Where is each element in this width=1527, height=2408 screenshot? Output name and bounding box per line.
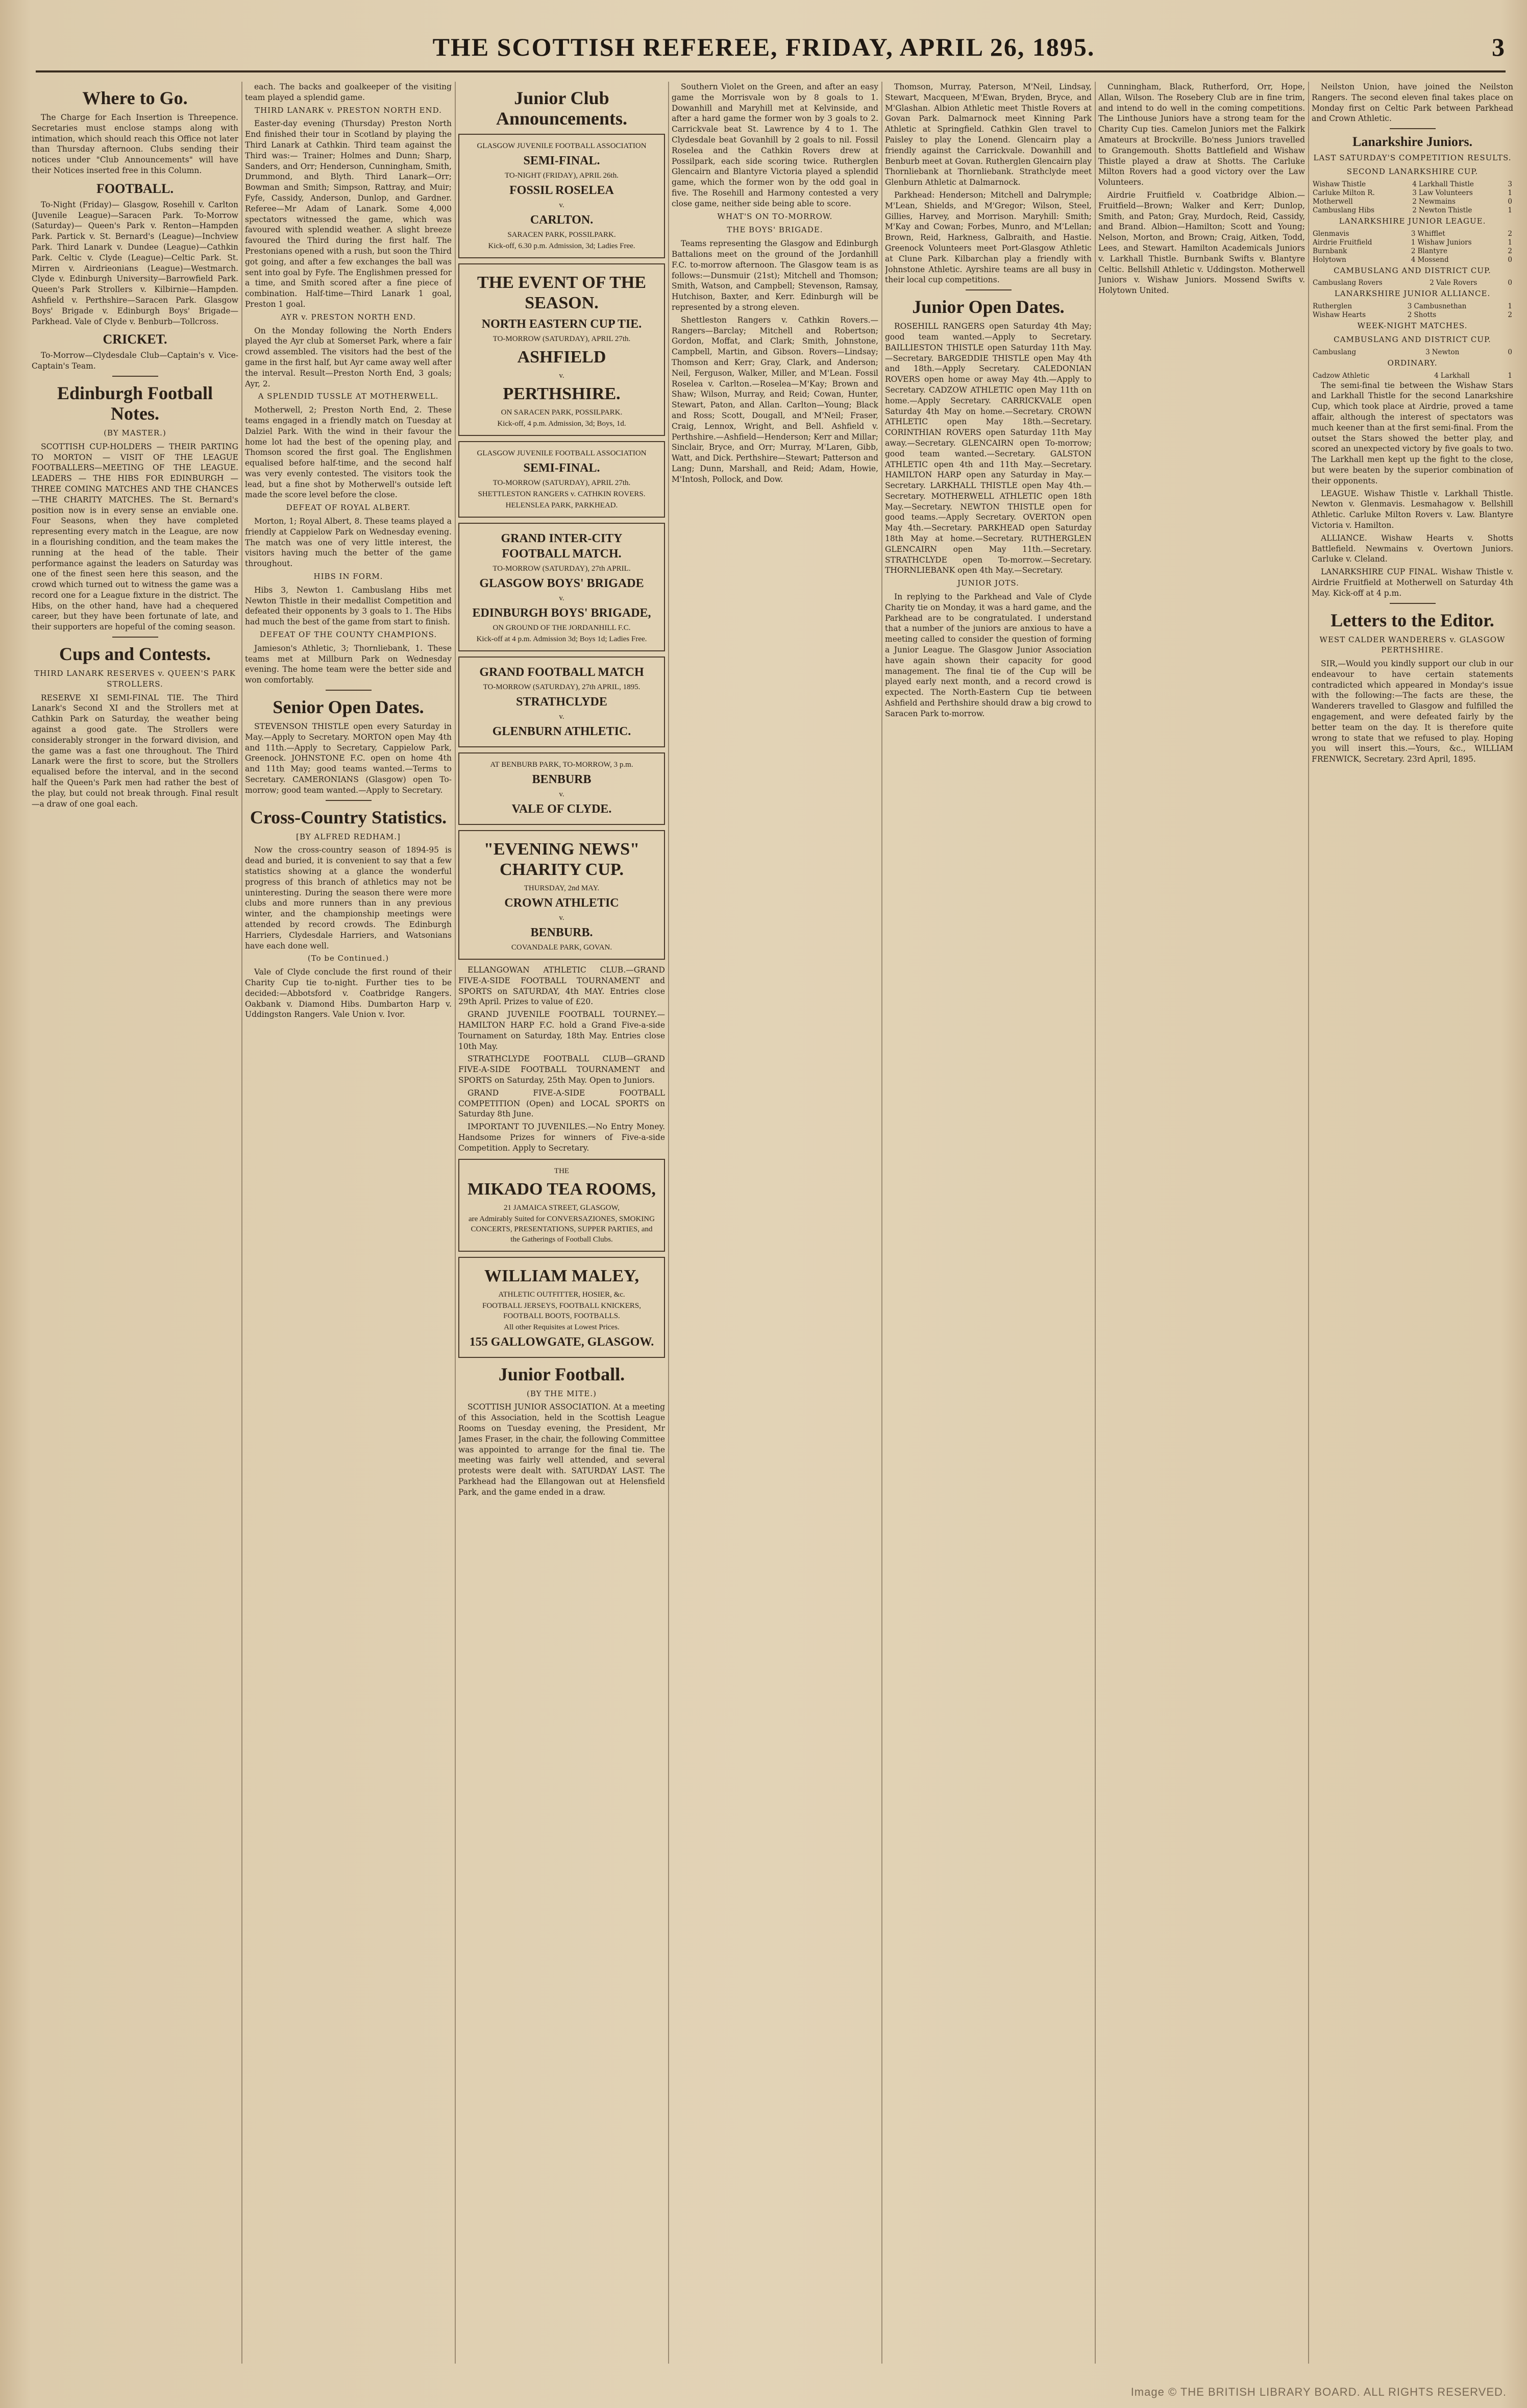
ad-line: TO-NIGHT (FRIDAY), APRIL 26th.	[505, 172, 619, 180]
fixtures-list: To-Night (Friday)— Glasgow, Rosehill v. Carlton (Juvenile League)—Saracen Park. To-Morrow (Saturday)— Queen's Park v. Renton—Hampden Park. Partick v. St. Bernard's (League)—Inchview Park. Third Lanark v. Dundee (League)—Cathkin Park. Celtic v. Clyde (League)—Celtic Park. St. Mirren v. Airdrieonians (League)—Westmarch. Clyde v. Edinburgh University—Barrowfield Park. Queen's Park Strollers v. Kilbirnie—Hampden. Ashfield v. Perthshire—Saracen Park. Glasgow Boys' Brigade v. Edinburgh Boys' Brigade—Parkhead. Vale of Clyde v. Benburb—Tollcross.	[32, 200, 238, 326]
article-text: Parkhead: Henderson; Mitchell and Dalrymple; M'Lean, Shields, and M'Gregor; Wilson, Steel, Gillies, Harvey, and Morrison. Maryhill: Smith; M'Kay and Cowan; Forbes, Munro, and M'Lellan; Brown, Reid, Harkness, Galbraith, and Hastie. Greenock Volunteers meet Port-Glasgow Athletic at Clune Park. Kilbarchan play a friendly with Johnstone Athletic. Ayrshire teams are all busy in their local cup competitions.	[885, 190, 1092, 285]
score-cell: 2	[1508, 247, 1512, 255]
results-table	[1312, 372, 1513, 380]
advertisement-semi-final	[458, 134, 665, 258]
ad-line: NORTH EASTERN CUP TIE.	[481, 318, 642, 331]
subheading: LAST SATURDAY'S COMPETITION RESULTS.	[1313, 153, 1512, 163]
ad-line: HELENSLEA PARK, PARKHEAD.	[505, 501, 618, 509]
article-text: Jamieson's Athletic, 3; Thornliebank, 1. These teams met at Millburn Park on Wednesday evening. The home team were the better side and won comfortably.	[245, 643, 452, 685]
team-name-cell: Mossend	[1417, 255, 1449, 264]
article-text: Hibs 3, Newton 1. Cambuslang Hibs met Newton Thistle in their medallist Competition and defeated their opponents by 3 goals to 1. The Hibs had much the best of the game from start to finish.	[245, 585, 452, 627]
article-text: STEVENSON THISTLE open every Saturday in May.—Apply to Secretary. MORTON open May 4th and 11th.—Apply to Secretary, Cappielow Park, Greenock. JOHNSTONE F.C. open on home 4th and 11th May; good teams wanted.—Terms to Secretary. CAMERONIANS (Glasgow) open To-morrow; good team wanted.—Apply to Secretary.	[245, 722, 452, 795]
ad-line: FOOTBALL JERSEYS, FOOTBALL KNICKERS, FOOTBALL BOOTS, FOOTBALLS.	[482, 1301, 641, 1320]
team-name-cell: Carluke Milton R.	[1313, 188, 1375, 197]
article-text: each. The backs and goalkeeper of the visiting team played a splendid game.	[245, 82, 452, 102]
score-cell: 2	[1508, 229, 1512, 238]
article-text: Thomson, Murray, Paterson, M'Neil, Lindsay, Stewart, Macqueen, M'Ewan, Bryden, Bryce, and M'Glashan. Albion Athletic meet Thistle Rovers at Govan Park. Dalmarnock meet Kinning Park Athletic at Springfield. Cathkin Glen travel to Paisley to play the Lonend. Glencairn play a friendly against the Carrickvale. Dowanhill and Benburb meet at Govan. Rutherglen Glencairn play Thornliebank at Thornliebank. Strathclyde meet Glenburn Athletic at Dalmarnock.	[885, 82, 1092, 187]
article-text: Shettleston Rangers v. Cathkin Rovers.—Rangers—Barclay; Mitchell and Robertson; Gordon, Moffat, and Clark; Smith, Johnstone, Campbell, Martin, and Gibson. Rovers—Lindsay; Thomson and Kerr; Gray, Clark, and Anderson; Neil, Ferguson, Walker, Miller, and M'Lean. Fossil Roselea v. Carlton.—Roselea—M'Kay; Brown and Shaw; Wilson, Murray, and Reid; Cowan, Hunter, Stewart, Paton, and Allan. Carlton—Young; Black and Ross; Scott, Dougall, and M'Neil; Fraser, Craig, Lennox, Wright, and Bell. Ashfield v. Perthshire.—Ashfield—Henderson; Kerr and Millar; Sinclair, Bryce, and Orr; Murray, M'Laren, Gibb, Watt, and Dick. Perthshire—Stewart; Patterson and Lang; Dunn, Marshall, and Reid; Adam, Howie, M'Intosh, Pollock, and Dow.	[672, 315, 878, 484]
classified-notice: IMPORTANT TO JUVENILES.—No Entry Money. Handsome Prizes for winners of Five-a-side Competition. Apply to Secretary.	[458, 1122, 665, 1153]
article-text: SCOTTISH JUNIOR ASSOCIATION. At a meeting of this Association, held in the Scottish League Rooms on Tuesday evening, the President, Mr James Fraser, in the chair, the following Committee was appointed to arrange for the final tie. The meeting was fairly well attended, and several protests were dealt with. SATURDAY LAST. The Parkhead had the Ellangowan out at Helensfield Park, and the game ended in a draw.	[458, 1402, 665, 1497]
ad-line: v.	[559, 594, 564, 602]
section-heading-letters-to-editor: Letters to the Editor.	[1331, 610, 1494, 630]
score-cell: 4	[1412, 180, 1417, 188]
divider	[326, 690, 372, 691]
article-text: Teams representing the Glasgow and Edinburgh Battalions meet on the ground of the Jordanhill F.C. to-morrow afternoon. The Glasgow team is as follows:—Dunsmuir (21st); Mitchell and Thomson; Smith, Watson, and Campbell; Stevenson, Ramsay, Hutchison, Baxter, and Kerr. Edinburgh will be represented by a strong eleven.	[672, 239, 878, 312]
divider	[1390, 603, 1436, 604]
ad-line: WILLIAM MALEY,	[484, 1266, 639, 1285]
ad-line: BENBURB.	[530, 926, 593, 939]
team-name-cell: Larkhall Thistle	[1418, 180, 1474, 188]
ad-line: ASHFIELD	[517, 348, 606, 367]
column-7	[1312, 82, 1513, 2364]
divider	[966, 289, 1012, 290]
team-name-cell: Newton Thistle	[1418, 206, 1472, 214]
subheading: THIRD LANARK RESERVES v. QUEEN'S PARK STROLLERS.	[34, 669, 236, 689]
article-text: Neilston Union, have joined the Neilston Rangers. The second eleven final takes place on Monday first on Celtic Park between Parkhead and Crown Athletic.	[1312, 82, 1513, 124]
subheading: WEST CALDER WANDERERS v. GLASGOW PERTHSHIRE.	[1319, 635, 1506, 655]
ad-line: COVANDALE PARK, GOVAN.	[511, 943, 612, 952]
continued-note: (To be Continued.)	[307, 954, 389, 963]
team-name-cell: Glenmavis	[1313, 229, 1349, 238]
ad-line: GLENBURN ATHLETIC.	[492, 725, 631, 738]
team-name-cell: Newton	[1432, 348, 1460, 356]
table-row	[1312, 311, 1513, 320]
classified-notice: GRAND JUVENILE FOOTBALL TOURNEY.—HAMILTON HARP F.C. hold a Grand Five-a-side Tournament on Saturday, 18th May. Entries close 10th May.	[458, 1010, 665, 1051]
classified-notice: STRATHCLYDE FOOTBALL CLUB—GRAND FIVE-A-SIDE FOOTBALL TOURNAMENT and SPORTS on Saturday, 25th May. Open to Juniors.	[458, 1054, 665, 1085]
subheading: WEEK-NIGHT MATCHES.	[1357, 321, 1468, 331]
byline: (BY THE MITE.)	[527, 1389, 597, 1398]
ad-line: 21 JAMAICA STREET, GLASGOW,	[503, 1203, 620, 1212]
team-name-cell: Law Volunteers	[1418, 188, 1473, 197]
score-cell: 4	[1411, 255, 1416, 264]
classified-notice: ELLANGOWAN ATHLETIC CLUB.—GRAND FIVE-A-SIDE FOOTBALL TOURNAMENT and SPORTS on SATURDAY, 4th MAY. Entries close 29th April. Prizes to value of £20.	[458, 965, 665, 1007]
results-table	[1312, 302, 1513, 320]
ad-line: ON SARACEN PARK, POSSILPARK.	[501, 408, 623, 417]
advertisement-strathclyde	[458, 656, 665, 747]
table-row	[1312, 238, 1513, 247]
section-heading-where-to-go: Where to Go.	[82, 88, 188, 108]
ad-line: SHETTLESTON RANGERS v. CATHKIN ROVERS.	[478, 490, 646, 498]
section-heading-cricket: CRICKET.	[103, 332, 167, 347]
score-cell: 1	[1508, 188, 1512, 197]
team-name-cell: Larkhall	[1440, 371, 1470, 380]
ad-line: v.	[559, 790, 564, 798]
subheading: SECOND LANARKSHIRE CUP.	[1346, 166, 1479, 176]
article-text: Cunningham, Black, Rutherford, Orr, Hope, Allan, Wilson. The Rosebery Club are in fine trim, and intend to do well in the coming competitions. The Linthouse Juniors have a strong team for the Charity Cup ties. Camelon Juniors met the Falkirk Amateurs at Brockville. Bo'ness Juniors travelled to Grangemouth. Shotts Battlefield and Wishaw Thistle played a draw at Shotts. The Carluke Milton Rovers had a good victory over the Law Volunteers.	[1098, 82, 1305, 187]
subheading: DEFEAT OF ROYAL ALBERT.	[286, 503, 411, 513]
ad-line: EDINBURGH BOYS' BRIGADE,	[472, 606, 651, 620]
column-3	[458, 82, 665, 2364]
results-table	[1312, 180, 1513, 215]
column-divider	[241, 82, 242, 2364]
score-cell: 2	[1407, 311, 1412, 320]
score-cell: 3	[1412, 188, 1417, 197]
ad-line: PERTHSHIRE.	[503, 384, 621, 403]
score-cell: 1	[1508, 238, 1512, 247]
article-text: Airdrie Fruitfield v. Coatbridge Albion.—Fruitfield—Brown; Walker and Kerr; Dunlop, Smith, and Paton; Gray, Murdoch, Reid, Cassidy, and Brand. Albion—Hamilton; Scott and Young; Nelson, Morton, and Brown; Craig, Aitken, Todd, Lees, and Stewart. Hamilton Academicals Juniors v. Larkhall Thistle. Burnbank Swifts v. Blantyre Celtic. Bellshill Athletic v. Uddingston. Motherwell Juniors v. Wishaw Juniors. Mossend Swifts v. Holytown United.	[1098, 190, 1305, 296]
results-table	[1312, 348, 1513, 357]
section-heading-lanarkshire-juniors: Lanarkshire Juniors.	[1352, 134, 1472, 150]
team-name-cell: Wishaw Hearts	[1313, 311, 1366, 320]
section-heading-football: FOOTBALL.	[96, 181, 174, 196]
table-row	[1312, 348, 1513, 357]
team-name-cell: Cadzow Athletic	[1313, 371, 1370, 380]
page-number: 3	[1492, 33, 1506, 61]
subheading: A SPLENDID TUSSLE AT MOTHERWELL.	[258, 392, 439, 401]
divider	[112, 637, 158, 638]
ad-line: v.	[559, 914, 564, 922]
advertisement-benburb	[458, 752, 665, 825]
column-5	[885, 82, 1092, 2364]
ad-line: Kick-off at 4 p.m. Admission 3d; Boys 1d; Ladies Free.	[476, 635, 647, 643]
ad-line: GLASGOW BOYS' BRIGADE	[479, 577, 644, 590]
masthead-rule	[36, 70, 1506, 72]
ad-line: TO-MORROW (SATURDAY), 27th APRIL, 1895.	[483, 683, 641, 691]
score-cell: 3	[1425, 348, 1430, 356]
ad-line: Kick-off, 6.30 p.m. Admission, 3d; Ladies Free.	[488, 242, 635, 250]
subheading: LANARKSHIRE JUNIOR ALLIANCE.	[1334, 289, 1491, 299]
score-cell: 2	[1508, 311, 1512, 320]
team-name-cell: Vale Rovers	[1436, 279, 1477, 287]
team-name-cell: Cambuslang Rovers	[1313, 279, 1383, 287]
table-row	[1312, 189, 1513, 198]
article-text: SCOTTISH CUP-HOLDERS — THEIR PARTING TO MORTON — VISIT OF THE LEAGUE FOOTBALLERS—MEETING OF THE LEAGUE. LEADERS — THE HIBS FOR EDINBURGH — THREE COMING MATCHES AND THE CHANCES—THE CHARITY MATCHES. The St. Bernard's position now is in every sense an enviable one. Four Seasons, when they have completed representing every match in the League, are now in a flourishing condition, and the team makes the running at the head of the table. Their performance against the leaders on Saturday was one of the finest seen here this season, and the crowd which turned out to witness the game was a record one for a League fixture in the district. The Hibs, on the other hand, have had a chequered career, but they have been fortunate of late, and their supporters are hopeful of the coming season.	[32, 442, 238, 632]
masthead-title: THE SCOTTISH REFEREE, FRIDAY, APRIL 26, 1895.	[432, 33, 1095, 61]
score-cell: 2	[1411, 247, 1416, 255]
article-text: On the Monday following the North Enders played the Ayr club at Somerset Park, where a fair crowd assembled. The visitors had the best of the game in the first half, but Ayr came away well after the interval. Result—Preston North End, 3 goals; Ayr, 2.	[245, 326, 452, 388]
ad-line: GRAND FOOTBALL MATCH	[479, 666, 644, 679]
results-table	[1312, 230, 1513, 264]
ad-line: CARLTON.	[530, 213, 594, 227]
score-cell: 2	[1430, 279, 1434, 287]
team-name-cell: Cambuslang	[1313, 348, 1357, 356]
divider	[326, 800, 372, 801]
column-divider	[881, 82, 882, 2364]
advertisement-william-maley	[458, 1257, 665, 1358]
table-row	[1312, 180, 1513, 189]
masthead	[36, 27, 1506, 67]
ad-line: are Admirably Suited for CONVERSAZIONES, SMOKING CONCERTS, PRESENTATIONS, SUPPER PARTIES, and the Gatherings of Football Clubs.	[469, 1214, 655, 1244]
article-text: Easter-day evening (Thursday) Preston North End finished their tour in Scotland by playing the Third Lanark at Cathkin. Third team against the Third was:— Trainer; Holmes and Dunn; Sharp, Sanders, and Orr; Henderson, Cunningham, Smith, Drummond, and Blyth. Third Lanark—Orr; Bowman and Smith; Simpson, Rattray, and Muir; Fyfe, Cassidy, Anderson, Dunlop, and Gardner. Referee—Mr Adam of Lanark. Some 4,000 spectators witnessed the game, which was favoured with splendid weather. A slight breeze favoured the Third during the first half. The Prestonians opened with a rush, but soon the Third got going, and after a few exchanges the ball was sent into goal by Fyfe. The Englishmen pressed for a time, and Smith scored after a fine piece of combination. Half-time—Third Lanark 1 goal, Preston 1 goal.	[245, 119, 452, 309]
ad-line: AT BENBURB PARK, TO-MORROW, 3 p.m.	[490, 761, 633, 769]
ad-line: STRATHCLYDE	[516, 695, 607, 709]
table-row	[1312, 256, 1513, 264]
article-text: Southern Violet on the Green, and after an easy game the Morrisvale won by 8 goals to 1. Dowanhill and Maryhill met at Kelvinside, and after a hard game the former won by 3 goals to 2. Carrickvale beat St. Lawrence by 4 to 1. The Clydesdale beat Govanhill by 2 goals to nil. Fossil Roselea and the Cathkin Rovers drew at Possilpark, each side scoring twice. Rutherglen Glencairn and Blantyre Victoria played a splendid game, which the former won by the odd goal in five. The Rosehill and Harmony contested a very close game, neither side being able to score.	[672, 82, 878, 208]
ad-line: TO-MORROW (SATURDAY), 27th APRIL.	[492, 565, 631, 573]
score-cell: 3	[1508, 180, 1512, 188]
advertisement-mikado-tea-rooms	[458, 1159, 665, 1252]
score-cell: 3	[1407, 302, 1412, 311]
advertisement-semi-final-2	[458, 441, 665, 518]
score-cell: 3	[1411, 229, 1416, 238]
section-heading-junior-club-announcements: Junior Club Announcements.	[496, 88, 628, 129]
ad-line: Kick-off, 4 p.m. Admission, 3d; Boys, 1d.	[497, 420, 626, 428]
classified-notice: GRAND FIVE-A-SIDE FOOTBALL COMPETITION (Open) and LOCAL SPORTS on Saturday 8th June.	[458, 1088, 665, 1119]
copyright-footer: Image © THE BRITISH LIBRARY BOARD. ALL RIGHTS RESERVED.	[1130, 2386, 1507, 2398]
ad-line: TO-MORROW (SATURDAY), APRIL 27th.	[492, 335, 631, 343]
subheading: ORDINARY.	[1387, 358, 1438, 368]
article-text: The semi-final tie between the Wishaw Stars and Larkhall Thistle for the second Lanarkshire Cup, which took place at Airdrie, proved a tame affair, although the interest of spectators was much keener than at the first semi-final. From the outset the Stars showed the better play, and scored an unexpected victory by five goals to two. The Larkhall men kept up the fight to the close, but were beaten by the superior combination of their opponents.	[1312, 380, 1513, 485]
table-row	[1312, 247, 1513, 256]
ad-line: ON GROUND OF THE JORDANHILL F.C.	[492, 624, 631, 632]
ad-line: THE	[554, 1166, 570, 1175]
letter-text: SIR,—Would you kindly support our club in our endeavour to have certain statements contradicted which appeared in Monday's issue with the following:—The facts are these, the Wanderers travelled to Glasgow and fulfilled the engagement, and were defeated fairly by the better team on the day. It is therefore quite wrong to state that we refused to play. Hoping you will insert this.—Yours, &c., WILLIAM FRENWICK, Secretary. 23rd April, 1895.	[1312, 659, 1513, 764]
ad-line: "EVENING NEWS" CHARITY CUP.	[483, 840, 640, 879]
team-name-cell: Airdrie Fruitfield	[1313, 238, 1372, 247]
section-heading-junior-open-dates: Junior Open Dates.	[912, 297, 1065, 318]
score-cell: 4	[1434, 371, 1439, 380]
table-row	[1312, 198, 1513, 206]
ad-line: VALE OF CLYDE.	[511, 802, 612, 816]
score-cell: 0	[1508, 348, 1512, 356]
article-text: Now the cross-country season of 1894-95 is dead and buried, it is convenient to say that a few statistics showing at a glance the wonderful progress of this branch of athletics may not be uninteresting. During the season there were more clubs and more runners than in any previous winter, and the championship meetings were attended by record crowds. The Edinburgh Harriers, Clydesdale Harriers, and Watsonians have each done well.	[245, 845, 452, 951]
column-divider	[1308, 82, 1309, 2364]
divider	[112, 376, 158, 377]
ad-line: GLASGOW JUVENILE FOOTBALL ASSOCIATION	[477, 449, 647, 457]
team-name-cell: Cambusnethan	[1414, 302, 1467, 311]
subheading: HIBS IN FORM.	[313, 572, 383, 581]
subheading: DEFEAT OF THE COUNTY CHAMPIONS.	[259, 630, 437, 640]
ad-line: SARACEN PARK, POSSILPARK.	[507, 231, 616, 239]
team-name-cell: Newmains	[1418, 197, 1456, 206]
article-text: LEAGUE. Wishaw Thistle v. Larkhall Thistle. Newton v. Glenmavis. Lesmahagow v. Bellshill Athletic. Carluke Milton Rovers v. Law. Blantyre Victoria v. Hamilton.	[1312, 489, 1513, 530]
score-cell: 1	[1411, 238, 1416, 247]
score-cell: 0	[1508, 255, 1512, 264]
subheading: WHAT'S ON TO-MORROW.	[717, 211, 833, 221]
column-divider	[1095, 82, 1096, 2364]
ad-line: MIKADO TEA ROOMS,	[467, 1179, 656, 1199]
column-divider	[455, 82, 456, 2364]
column-2	[245, 82, 452, 2364]
table-row	[1312, 372, 1513, 380]
score-cell: 1	[1508, 302, 1512, 311]
ad-line: BENBURB	[532, 773, 592, 786]
byline: (BY MASTER.)	[104, 428, 166, 437]
team-name-cell: Holytown	[1313, 255, 1346, 264]
subheading: THIRD LANARK v. PRESTON NORTH END.	[255, 105, 442, 115]
advertisement-event-of-season	[458, 263, 665, 436]
column-divider	[668, 82, 669, 2364]
section-heading-senior-open-dates: Senior Open Dates.	[273, 697, 424, 718]
score-cell: 0	[1508, 279, 1512, 287]
ad-line: All other Requisites at Lowest Prices.	[504, 1323, 620, 1331]
column-4	[672, 82, 878, 2364]
results-table	[1312, 279, 1513, 287]
team-name-cell: Rutherglen	[1313, 302, 1352, 311]
subheading: CAMBUSLANG AND DISTRICT CUP.	[1334, 265, 1491, 275]
article-text: In replying to the Parkhead and Vale of Clyde Charity tie on Monday, it was a hard game, and the Parkhead are to be congratulated. I understand that a number of the juniors are anxious to have a meeting called to consider the question of forming a Junior League. The Glasgow Junior Association have again shown their capacity for good management. The final tie of the Cup will be played early next month, and a record crowd is expected. The North-Eastern Cup tie between Ashfield and Perthshire should draw a big crowd to Saracen Park to-morrow.	[885, 592, 1092, 718]
team-name-cell: Wishaw Juniors	[1417, 238, 1472, 247]
cricket-fixtures: To-Morrow—Clydesdale Club—Captain's v. Vice-Captain's Team.	[32, 351, 238, 371]
ad-line: TO-MORROW (SATURDAY), APRIL 27th.	[492, 479, 631, 487]
article-text: Vale of Clyde conclude the first round of their Charity Cup tie to-night. Further ties to be decided:—Abbotsford v. Coatbridge Rangers. Oakbank v. Diamond Hibs. Dumbarton Harp v. Uddingston Rangers. Vale Union v. Ivor.	[245, 967, 452, 1019]
ad-line: THURSDAY, 2nd MAY.	[524, 884, 600, 892]
divider	[1390, 128, 1436, 129]
byline: [BY ALFRED REDHAM.]	[296, 832, 401, 841]
team-name-cell: Cambuslang Hibs	[1313, 206, 1375, 214]
table-row	[1312, 230, 1513, 238]
score-cell: 1	[1508, 371, 1512, 380]
ad-line: SEMI-FINAL.	[523, 461, 600, 475]
ad-line: ATHLETIC OUTFITTER, HOSIER, &c.	[498, 1290, 625, 1299]
ad-line: THE EVENT OF THE SEASON.	[477, 273, 646, 312]
table-row	[1312, 302, 1513, 311]
team-name-cell: Whifflet	[1417, 229, 1445, 238]
ad-line: FOSSIL ROSELEA	[509, 184, 614, 197]
subheading: JUNIOR JOTS.	[957, 578, 1019, 588]
ad-line: v.	[559, 713, 564, 721]
article-text: ALLIANCE. Wishaw Hearts v. Shotts Battlefield. Newmains v. Overtown Juniors. Carluke v. Cleland.	[1312, 533, 1513, 564]
score-cell: 1	[1508, 206, 1512, 214]
ad-line: v.	[559, 201, 564, 209]
ad-line: CROWN ATHLETIC	[504, 896, 619, 910]
subheading: LANARKSHIRE JUNIOR LEAGUE.	[1339, 216, 1486, 226]
ad-line: v.	[559, 372, 564, 380]
team-name-cell: Blantyre	[1417, 247, 1447, 255]
ad-line: GLASGOW JUVENILE FOOTBALL ASSOCIATION	[477, 142, 647, 150]
table-row	[1312, 279, 1513, 287]
score-cell: 2	[1412, 197, 1417, 206]
article-text: RESERVE XI SEMI-FINAL TIE. The Third Lanark's Second XI and the Strollers met at Cathkin Park on Saturday, the weather being against a good gate. The Strollers were considerably stronger in the forward division, and the game was a fast one throughout. The Third Lanark were the first to score, but the Strollers equalised before the interval, and in the second half the Queen's Park men had rather the best of the play, but could not break through. Final result—a draw of one goal each.	[32, 693, 238, 809]
table-row	[1312, 206, 1513, 215]
subheading: THE BOYS' BRIGADE.	[727, 225, 823, 235]
team-name-cell: Burnbank	[1313, 247, 1347, 255]
section-heading-edinburgh-notes: Edinburgh Football Notes.	[57, 382, 213, 424]
subheading: AYR v. PRESTON NORTH END.	[281, 312, 416, 322]
article-text: Motherwell, 2; Preston North End, 2. These teams engaged in a friendly match on Tuesday at Dalziel Park. With the wind in their favour the home lot had the best of the opening play, and Thomson scored the first goal. The Englishmen equalised before half-time, and the second half was very evenly contested. The visitors took the lead, but a fine shot by Motherwell's outside left made the score level before the close.	[245, 405, 452, 500]
section-heading-cups-contests: Cups and Contests.	[59, 644, 211, 665]
team-name-cell: Wishaw Thistle	[1313, 180, 1366, 188]
score-cell: 0	[1508, 197, 1512, 206]
article-text: LANARKSHIRE CUP FINAL. Wishaw Thistle v. Airdrie Fruitfield at Motherwell on Saturday 4th May. Kick-off at 4 p.m.	[1312, 567, 1513, 598]
section-heading-cross-country: Cross-Country Statistics.	[250, 807, 447, 828]
team-name-cell: Shotts	[1414, 311, 1437, 320]
article-text: ROSEHILL RANGERS open Saturday 4th May; good team wanted.—Apply to Secretary. BAILLIESTON THISTLE open Saturday 11th May.—Secretary. BARGEDDIE THISTLE open May 4th and 18th.—Apply Secretary. CALEDONIAN ROVERS open home or away May 4th.—Apply to Secretary. CADZOW ATHLETIC open May 11th on home.—Apply Secretary. CARRICKVALE open Saturday 4th May on home.—Secretary. CROWN ATHLETIC open May 18th.—Secretary. CORINTHIAN ROVERS open Saturday 11th May away.—Secretary. GLENCAIRN open To-morrow; good team wanted.—Secretary. GALSTON ATHLETIC open 4th and 11th May.—Secretary. HAMILTON HARP open any Saturday in May.—Secretary. LARKHALL THISTLE open May 4th.—Secretary. MOTHERWELL ATHLETIC open 18th May.—Secretary. NEWTON THISTLE open for good teams.—Apply Secretary. OVERTON open May 4th.—Secretary. PARKHEAD open Saturday 18th May at home.—Secretary. RUTHERGLEN GLENCAIRN open May 11th.—Secretary. STRATHCLYDE open To-morrow.—Secretary. THORNLIEBANK open 4th May.—Secretary.	[885, 322, 1092, 575]
article-text: The Charge for Each Insertion is Threepence. Secretaries must enclose stamps along with intimation, which should reach this Office not later than Thursday afternoon. Clubs sending their notices under "Club Announcements" will have their Notices inserted free in this Column.	[32, 113, 238, 175]
ad-line: SEMI-FINAL.	[523, 154, 600, 167]
ad-line: 155 GALLOWGATE, GLASGOW.	[469, 1335, 654, 1349]
column-1	[32, 82, 238, 2364]
column-6	[1098, 82, 1305, 2364]
advertisement-evening-news	[458, 830, 665, 960]
article-text: Morton, 1; Royal Albert, 8. These teams played a friendly at Cappielow Park on Wednesday evening. The match was one of very little interest, the visitors having much the better of the game throughout.	[245, 517, 452, 569]
score-cell: 2	[1412, 206, 1417, 214]
subheading: CAMBUSLANG AND DISTRICT CUP.	[1334, 334, 1491, 344]
advertisement-inter-city	[458, 523, 665, 651]
section-heading-junior-football: Junior Football.	[498, 1364, 625, 1384]
ad-line: GRAND INTER-CITY FOOTBALL MATCH.	[501, 532, 623, 561]
team-name-cell: Motherwell	[1313, 197, 1353, 206]
